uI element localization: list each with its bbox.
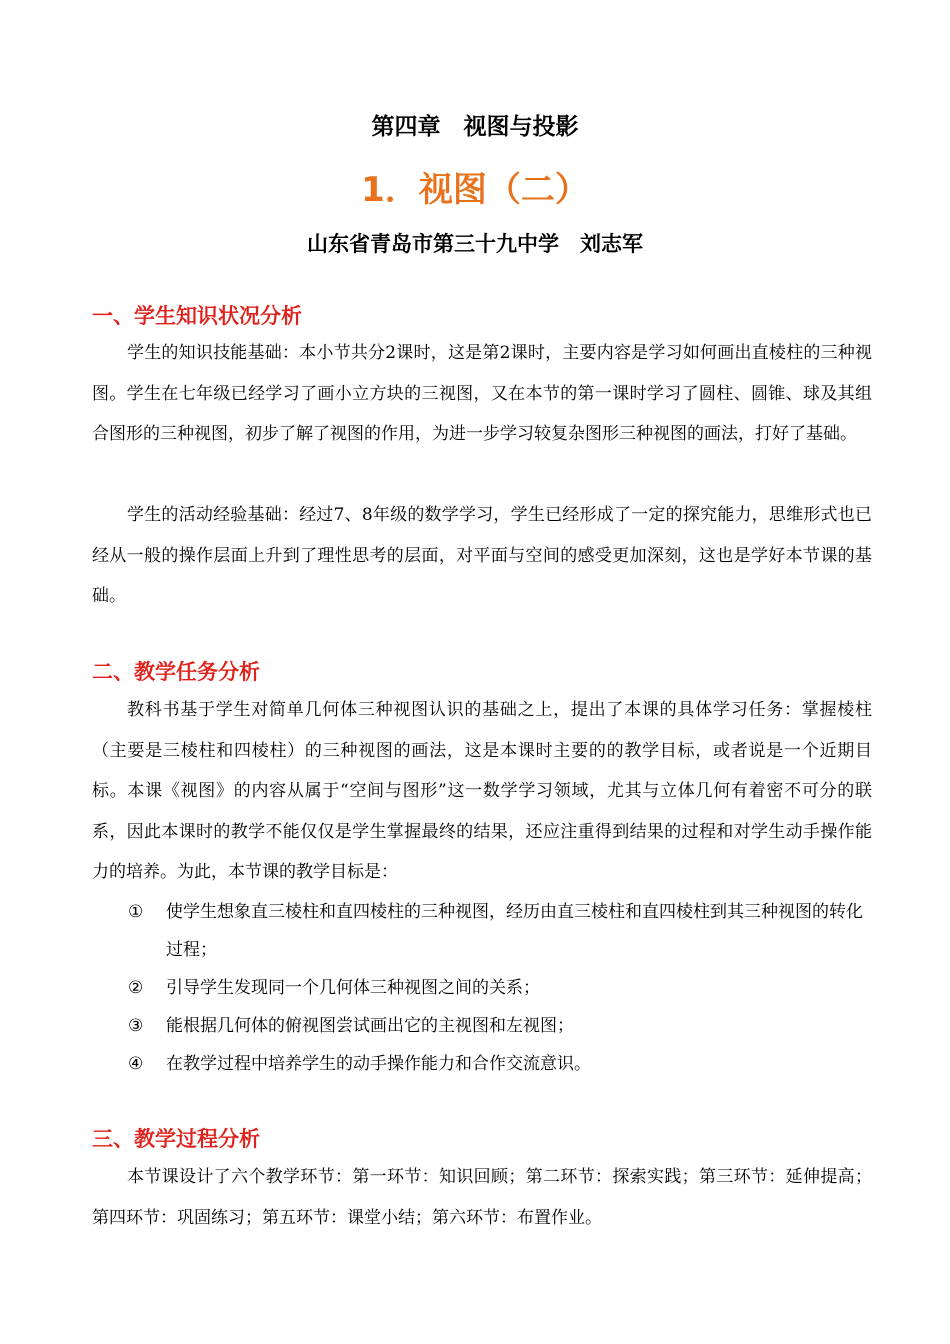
teaching-goals-list [128,893,868,1083]
goal-text: 在教学过程中培养学生的动手操作能力和合作交流意识。 [166,1054,591,1074]
goal-marker: ② [128,978,144,998]
paragraph-knowledge-basis: 学生的知识技能基础：本小节共分2课时，这是第2课时，主要内容是学习如何画出直棱柱的三种视图。学生在七年级已经学习了画小立方块的三视图，又在本节的第一课时学习了圆柱、圆锥、球及其组合图形的三种视图，初步了解了视图的作用，为进一步学习较复杂图形三种视图的画法，打好了基础。 [92,343,872,444]
paragraph-task-description: 教科书基于学生对简单几何体三种视图认识的基础之上，提出了本课的具体学习任务：掌握棱柱（主要是三棱柱和四棱柱）的三种视图的画法，这是本课时主要的的教学目标，或者说是一个近期目标。本课《视图》的内容从属于“空间与图形”这一数学学习领域，尤其与立体几何有着密不可分的联系，因此本课时的教学不能仅仅是学生掌握最终的结果，还应注重得到结果的过程和对学生动手操作能力的培养。为此，本节课的教学目标是： [92,700,872,882]
paragraph-experience-basis: 学生的活动经验基础：经过7、8年级的数学学习，学生已经形成了一定的探究能力，思维形式也已经从一般的操作层面上升到了理性思考的层面，对平面与空间的感受更加深刻，这也是学好本节课的基础。 [92,505,872,606]
goal-item [128,969,868,1007]
goal-marker: ④ [128,1054,144,1074]
goal-item [128,1007,868,1045]
author-line: 山东省青岛市第三十九中学 刘志军 [307,232,643,256]
goal-text: 使学生想象直三棱柱和直四棱柱的三种视图，经历由直三棱柱和直四棱柱到其三种视图的转化过程； [166,902,863,960]
section-heading-task-analysis: 二、教学任务分析 [92,660,260,684]
paragraph-process-overview: 本节课设计了六个教学环节：第一环节：知识回顾；第二环节：探索实践；第三环节：延伸提高；第四环节：巩固练习；第五环节：课堂小结；第六环节：布置作业。 [92,1167,872,1228]
section-heading-student-analysis: 一、学生知识状况分析 [92,304,302,328]
section-heading-process-analysis: 三、教学过程分析 [92,1127,260,1151]
goal-item [128,893,868,969]
goal-marker: ③ [128,1016,144,1036]
goal-text: 能根据几何体的俯视图尝试画出它的主视图和左视图； [166,1016,574,1036]
chapter-title: 第四章 视图与投影 [371,114,579,140]
goal-text: 引导学生发现同一个几何体三种视图之间的关系； [166,978,540,998]
lesson-title: 1．视图（二） [361,170,589,210]
goal-item [128,1045,868,1083]
goal-marker: ① [128,902,144,922]
